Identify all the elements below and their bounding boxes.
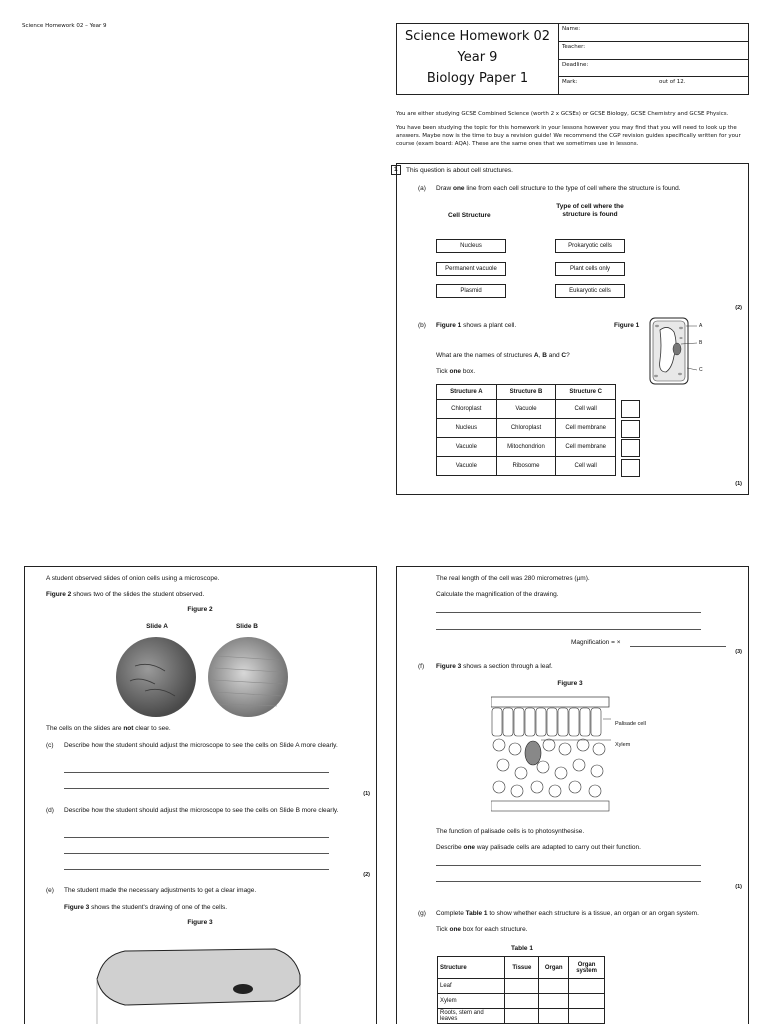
intro-paragraph-1: You are either studying GCSE Combined Science (worth 2 x GCSEs) or GCSE Biology, GCSE Chemistry and GCSE Physics. — [396, 111, 729, 117]
question-number: 1 — [391, 165, 401, 175]
celltype-box-plant[interactable]: Plant cells only — [555, 262, 625, 276]
xylem-label: Xylem — [615, 742, 631, 748]
part-b-marks: (1) — [735, 481, 742, 487]
magnification-answer-line[interactable] — [630, 646, 726, 647]
tick-cell[interactable] — [505, 1009, 539, 1024]
figure-2-intro: Figure 2 shows two of the slides the student observed. — [46, 591, 205, 598]
homework-title — [397, 24, 559, 94]
table-row — [438, 979, 605, 994]
table-1-title: Table 1 — [511, 945, 533, 952]
answer-line[interactable] — [64, 837, 329, 838]
part-a-text: Draw one line from each cell structure to the type of cell where the structure is found. — [436, 185, 681, 192]
describe-adaptation: Describe one way palisade cells are adapted to carry out their function. — [436, 844, 641, 851]
table-cell: Ribosome — [496, 457, 556, 476]
tick-cell[interactable] — [539, 994, 569, 1009]
part-c-label: (c) — [46, 742, 54, 749]
part-g-tick-instruction: Tick one box for each structure. — [436, 926, 528, 933]
part-a-marks: (2) — [735, 305, 742, 311]
tick-cell[interactable] — [569, 1009, 605, 1024]
part-g-label: (g) — [418, 910, 426, 917]
column-header: Organ system — [569, 957, 605, 979]
part-e-text: The student made the necessary adjustments to get a clear image. — [64, 887, 257, 894]
page-2-panel — [24, 566, 377, 1024]
tick-instruction: Tick one box. — [436, 368, 476, 375]
cell-type-heading: Type of cell where the structure is found — [556, 203, 624, 218]
working-line[interactable] — [436, 612, 701, 613]
table-cell: Vacuole — [437, 457, 497, 476]
table-cell: Mitochondrion — [496, 438, 556, 457]
label-c: C — [699, 367, 703, 373]
onion-intro: A student observed slides of onion cells using a microscope. — [46, 575, 220, 582]
column-header: Organ — [539, 957, 569, 979]
part-b-label: (b) — [418, 322, 426, 329]
structure-box-nucleus[interactable]: Nucleus — [436, 239, 506, 253]
structures-table — [436, 384, 616, 476]
column-header: Structure C — [556, 385, 616, 400]
answer-line[interactable] — [64, 853, 329, 854]
table-row — [437, 400, 616, 419]
answer-line[interactable] — [64, 772, 329, 773]
label-a: A — [699, 323, 703, 329]
tick-box-1[interactable] — [621, 400, 640, 418]
tick-box-3[interactable] — [621, 439, 640, 457]
column-header: Tissue — [505, 957, 539, 979]
unclear-statement: The cells on the slides are not clear to see. — [46, 725, 171, 732]
part-d-label: (d) — [46, 807, 54, 814]
out-of-label: out of 12. — [659, 79, 686, 86]
part-a-label: (a) — [418, 185, 426, 192]
slide-a-micrograph — [115, 636, 197, 718]
figure-3-intro: Figure 3 shows the student's drawing of one of the cells. — [64, 904, 228, 911]
part-f-label: (f) — [418, 663, 425, 670]
slide-b-label: Slide B — [235, 623, 259, 630]
table-row — [437, 457, 616, 476]
table-cell: Vacuole — [437, 438, 497, 457]
deadline-field[interactable]: Deadline: — [559, 60, 748, 78]
label-b: B — [699, 340, 703, 346]
figure-1-title: Figure 1 — [614, 322, 640, 329]
teacher-field[interactable]: Teacher: — [559, 42, 748, 60]
table-cell: Cell wall — [556, 457, 616, 476]
part-f-marks: (1) — [735, 884, 742, 890]
table-row — [437, 419, 616, 438]
table-cell: Nucleus — [437, 419, 497, 438]
palisade-cell-label: Palisade cell — [615, 721, 646, 727]
title-line-1: Science Homework 02 — [404, 29, 551, 44]
palisade-function-text: The function of palisade cells is to photosynthesise. — [436, 828, 585, 835]
figure-2-title: Figure 2 — [187, 606, 213, 613]
leaf-section-diagram — [491, 695, 611, 817]
tick-cell[interactable] — [539, 979, 569, 994]
question-intro: This question is about cell structures. — [406, 167, 513, 174]
part-d-text: Describe how the student should adjust the microscope to see the cells on Slide B more clearly. — [64, 807, 339, 814]
intro-paragraph-2: You have been studying the topic for this homework in your lessons however you may find that you will need to look up the answers. Maybe now is the time to buy a revision guide! We recommend the CGP revision guides specifically written for your course (exam board: AQA). These are the same ones that we sometimes use in lessons. — [396, 125, 741, 147]
column-header: Structure — [438, 957, 505, 979]
magnification-label: Magnification = × — [571, 639, 621, 646]
table-cell: Chloroplast — [437, 400, 497, 419]
calculate-text: Calculate the magnification of the drawing. — [436, 591, 559, 598]
mark-label: Mark: — [562, 79, 578, 86]
figure-3-title: Figure 3 — [187, 919, 213, 926]
structure-box-permanent-vacuole[interactable]: Permanent vacuole — [436, 262, 506, 276]
cell-drawing — [95, 945, 305, 1024]
part-b-text: Figure 1 shows a plant cell. — [436, 322, 517, 329]
mark-field[interactable] — [559, 77, 748, 94]
student-fields — [559, 24, 748, 94]
tick-cell[interactable] — [505, 994, 539, 1009]
table-cell: Roots, stem and leaves — [438, 1009, 505, 1024]
tick-cell[interactable] — [539, 1009, 569, 1024]
tick-cell[interactable] — [505, 979, 539, 994]
answer-line[interactable] — [64, 869, 329, 870]
table-row — [437, 438, 616, 457]
part-e-label: (e) — [46, 887, 54, 894]
page-header: Science Homework 02 – Year 9 — [22, 23, 107, 29]
title-line-2: Year 9 — [457, 50, 498, 65]
tick-cell[interactable] — [569, 994, 605, 1009]
table-cell: Vacuole — [496, 400, 556, 419]
working-line[interactable] — [436, 629, 701, 630]
answer-line[interactable] — [436, 881, 701, 882]
title-line-3: Biology Paper 1 — [426, 71, 529, 86]
page-3-panel — [396, 566, 749, 1024]
tick-cell[interactable] — [569, 979, 605, 994]
answer-line[interactable] — [436, 865, 701, 866]
name-field[interactable]: Name: — [559, 24, 748, 42]
tick-box-2[interactable] — [621, 420, 640, 438]
title-table — [396, 23, 749, 95]
table-cell: Chloroplast — [496, 419, 556, 438]
table-cell: Cell membrane — [556, 419, 616, 438]
part-g-text: Complete Table 1 to show whether each structure is a tissue, an organ or an organ system. — [436, 910, 699, 917]
table-cell: Leaf — [438, 979, 505, 994]
table-1 — [437, 956, 605, 1024]
cell-structure-heading: Cell Structure — [448, 212, 491, 219]
structure-box-plasmid[interactable]: Plasmid — [436, 284, 506, 298]
part-c-text: Describe how the student should adjust the microscope to see the cells on Slide A more clearly. — [64, 742, 338, 749]
table-cell: Xylem — [438, 994, 505, 1009]
table-row — [438, 994, 605, 1009]
table-row — [438, 1009, 605, 1024]
column-header: Structure A — [437, 385, 497, 400]
tick-box-4[interactable] — [621, 459, 640, 477]
celltype-box-prokaryotic[interactable]: Prokaryotic cells — [555, 239, 625, 253]
question-1-panel — [396, 163, 749, 495]
part-f-text: Figure 3 shows a section through a leaf. — [436, 663, 553, 670]
table-cell: Cell membrane — [556, 438, 616, 457]
part-d-marks: (2) — [363, 872, 370, 878]
part-b-question: What are the names of structures A, B and C? — [436, 352, 570, 359]
table-cell: Cell wall — [556, 400, 616, 419]
column-header: Structure B — [496, 385, 556, 400]
celltype-box-eukaryotic[interactable]: Eukaryotic cells — [555, 284, 625, 298]
part-c-marks: (1) — [363, 791, 370, 797]
slide-a-label: Slide A — [146, 623, 168, 630]
real-length-text: The real length of the cell was 280 micrometres (µm). — [436, 575, 590, 582]
answer-line[interactable] — [64, 788, 329, 789]
leaf-figure-title: Figure 3 — [557, 680, 583, 687]
magnification-marks: (3) — [735, 649, 742, 655]
slide-b-micrograph — [207, 636, 289, 718]
